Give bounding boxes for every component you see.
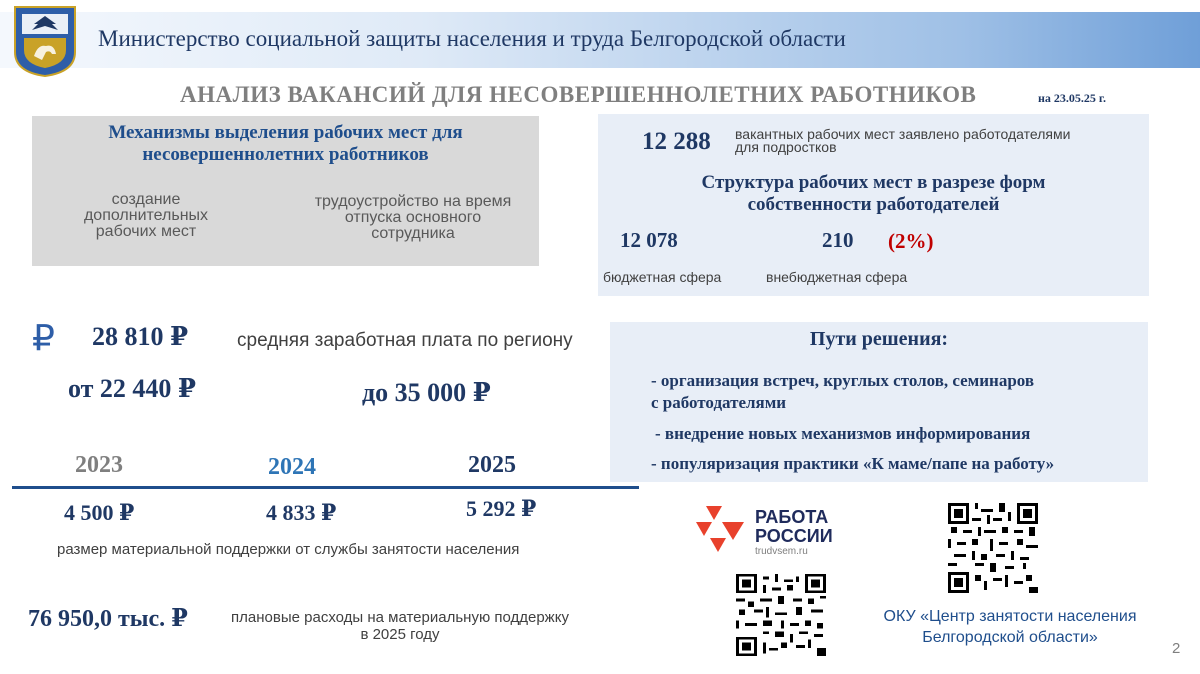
rabota-rossii-name[interactable]: РАБОТА РОССИИ (755, 507, 833, 546)
year-label: 2024 (268, 454, 316, 480)
page-title: АНАЛИЗ ВАКАНСИЙ ДЛЯ НЕСОВЕРШЕННОЛЕТНИХ РАБОТНИКОВ (180, 82, 977, 107)
nonbudget-label: внебюджетная сфера (766, 269, 908, 285)
mechanisms-title-line: Механизмы выделения рабочих мест для (108, 122, 463, 143)
qr-code-icon[interactable] (948, 503, 1038, 593)
coat-of-arms-icon (12, 4, 78, 78)
mechanism-item-additional-jobs: создание дополнительных рабочих мест (83, 191, 209, 240)
year-label: 2023 (75, 452, 123, 478)
salary-from: от 22 440 ₽ (68, 374, 197, 403)
rabota-rossii-logo-icon[interactable] (692, 500, 752, 556)
salary-to: до 35 000 ₽ (362, 378, 491, 407)
planned-expenses-description: плановые расходы на материальную поддержку в 2025 году (231, 609, 569, 643)
budget-value: 12 078 (620, 228, 678, 252)
solution-item: - организация встреч, круглых столов, семинаров с работодателями (651, 371, 1035, 412)
mechanisms-title (32, 122, 539, 166)
budget-label: бюджетная сфера (603, 269, 722, 285)
mechanism-item-temporary-employment: трудоустройство на время отпуска основного сотрудника (314, 193, 512, 242)
solution-item: - внедрение новых механизмов информирования (655, 424, 1031, 443)
vacancies-description: вакантных рабочих мест заявлено работодателями для подростков (735, 126, 1071, 155)
mechanisms-title-line: несовершеннолетних работников (142, 144, 429, 165)
planned-expenses-value: 76 950,0 тыс. ₽ (28, 606, 188, 632)
year-label: 2025 (468, 452, 516, 478)
nonbudget-value: 210 (822, 228, 854, 252)
support-description: размер материальной поддержки от службы занятости населения (57, 541, 520, 558)
vacancies-count: 12 288 (642, 128, 711, 155)
date-note: на 23.05.25 г. (1038, 91, 1107, 105)
divider (12, 486, 639, 489)
structure-title: Структура рабочих мест в разрезе форм собственности работодателей (701, 172, 1046, 215)
nonbudget-percent: (2%) (888, 229, 934, 253)
solutions-title: Пути решения: (809, 328, 949, 350)
rabota-rossii-url[interactable]: trudvsem.ru (755, 546, 808, 557)
support-value: 5 292 ₽ (466, 496, 537, 521)
solution-item: - популяризация практики «К маме/папе на работу» (651, 454, 1055, 473)
employment-center-name: ОКУ «Центр занятости населения Белгородской области» (883, 608, 1137, 646)
average-salary: 28 810 ₽ (92, 322, 189, 351)
support-value: 4 833 ₽ (266, 500, 337, 525)
qr-code-icon[interactable] (736, 574, 826, 656)
ruble-icon: ₽ (32, 318, 55, 359)
support-value: 4 500 ₽ (64, 500, 135, 525)
page-number: 2 (1172, 640, 1181, 657)
average-salary-description: средняя заработная плата по региону (237, 330, 573, 351)
ministry-name: Министерство социальной защиты населения и труда Белгородской области (98, 26, 846, 51)
